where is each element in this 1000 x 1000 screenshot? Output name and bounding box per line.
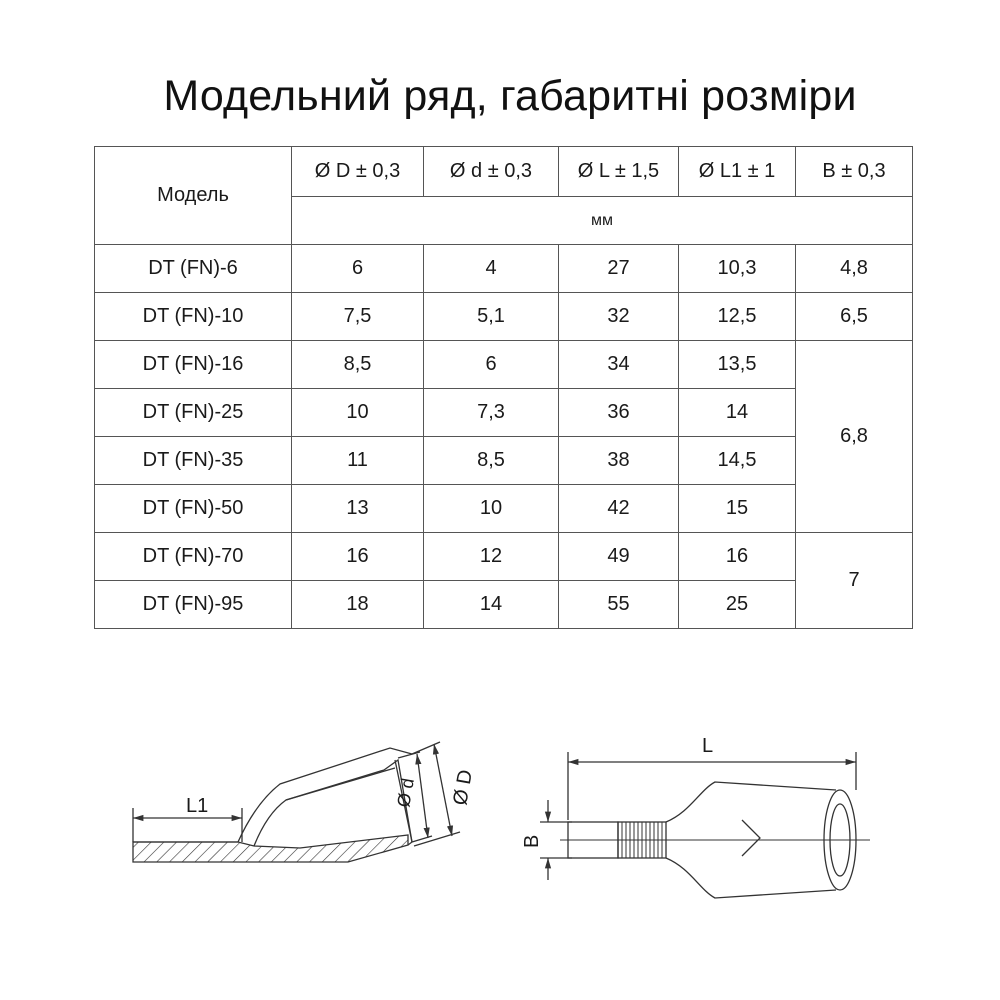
- column-header-d: Ø d ± 0,3: [424, 147, 559, 197]
- cell-B: 7: [796, 533, 913, 629]
- cell-L: 49: [559, 533, 679, 581]
- cell-D: 13: [292, 485, 424, 533]
- cell-D: 11: [292, 437, 424, 485]
- cell-d: 12: [424, 533, 559, 581]
- table-row: [95, 389, 913, 437]
- cell-L1: 13,5: [679, 341, 796, 389]
- cell-D: 16: [292, 533, 424, 581]
- model-cell: DT (FN)-25: [95, 389, 292, 437]
- header-row: [95, 147, 913, 197]
- cell-D: 18: [292, 581, 424, 629]
- cell-L: 42: [559, 485, 679, 533]
- cell-d: 8,5: [424, 437, 559, 485]
- cell-L: 38: [559, 437, 679, 485]
- column-header-L: Ø L ± 1,5: [559, 147, 679, 197]
- column-header-D: Ø D ± 0,3: [292, 147, 424, 197]
- table-row: [95, 485, 913, 533]
- cell-d: 6: [424, 341, 559, 389]
- cell-d: 7,3: [424, 389, 559, 437]
- model-header: Модель: [95, 147, 292, 245]
- column-header-L1: Ø L1 ± 1: [679, 147, 796, 197]
- table-row: [95, 581, 913, 629]
- table-row: [95, 341, 913, 389]
- model-cell: DT (FN)-50: [95, 485, 292, 533]
- cell-L: 27: [559, 245, 679, 293]
- cell-B: 6,5: [796, 293, 913, 341]
- cell-L: 32: [559, 293, 679, 341]
- model-cell: DT (FN)-35: [95, 437, 292, 485]
- model-cell: DT (FN)-70: [95, 533, 292, 581]
- cell-D: 6: [292, 245, 424, 293]
- model-cell: DT (FN)-6: [95, 245, 292, 293]
- cell-L: 36: [559, 389, 679, 437]
- cell-d: 5,1: [424, 293, 559, 341]
- cell-D: 7,5: [292, 293, 424, 341]
- cell-L1: 25: [679, 581, 796, 629]
- cell-L: 55: [559, 581, 679, 629]
- cell-d: 4: [424, 245, 559, 293]
- column-header-B: B ± 0,3: [796, 147, 913, 197]
- table-row: [95, 293, 913, 341]
- cell-L1: 14: [679, 389, 796, 437]
- cell-L1: 10,3: [679, 245, 796, 293]
- cell-L1: 16: [679, 533, 796, 581]
- cell-d: 14: [424, 581, 559, 629]
- units-label: мм: [292, 197, 913, 245]
- L-label: L: [702, 735, 714, 757]
- D-label: Ø D: [449, 768, 478, 807]
- table-row: [95, 533, 913, 581]
- cell-L1: 14,5: [679, 437, 796, 485]
- model-cell: DT (FN)-10: [95, 293, 292, 341]
- cell-L: 34: [559, 341, 679, 389]
- cell-d: 10: [424, 485, 559, 533]
- cell-L1: 12,5: [679, 293, 796, 341]
- cell-B: 6,8: [796, 341, 913, 533]
- model-cell: DT (FN)-95: [95, 581, 292, 629]
- cell-D: 10: [292, 389, 424, 437]
- B-label: B: [521, 834, 543, 848]
- cell-L1: 15: [679, 485, 796, 533]
- L1-label: L1: [186, 795, 209, 817]
- top-view-drawing: [540, 752, 870, 898]
- model-cell: DT (FN)-16: [95, 341, 292, 389]
- technical-drawings: [0, 680, 1000, 980]
- table-row: [95, 245, 913, 293]
- cell-B: 4,8: [796, 245, 913, 293]
- d-label: Ø d: [393, 776, 418, 809]
- dimensions-table: [94, 146, 913, 629]
- page-title: Модельний ряд, габаритні розміри: [163, 72, 857, 120]
- table-row: [95, 437, 913, 485]
- cell-D: 8,5: [292, 341, 424, 389]
